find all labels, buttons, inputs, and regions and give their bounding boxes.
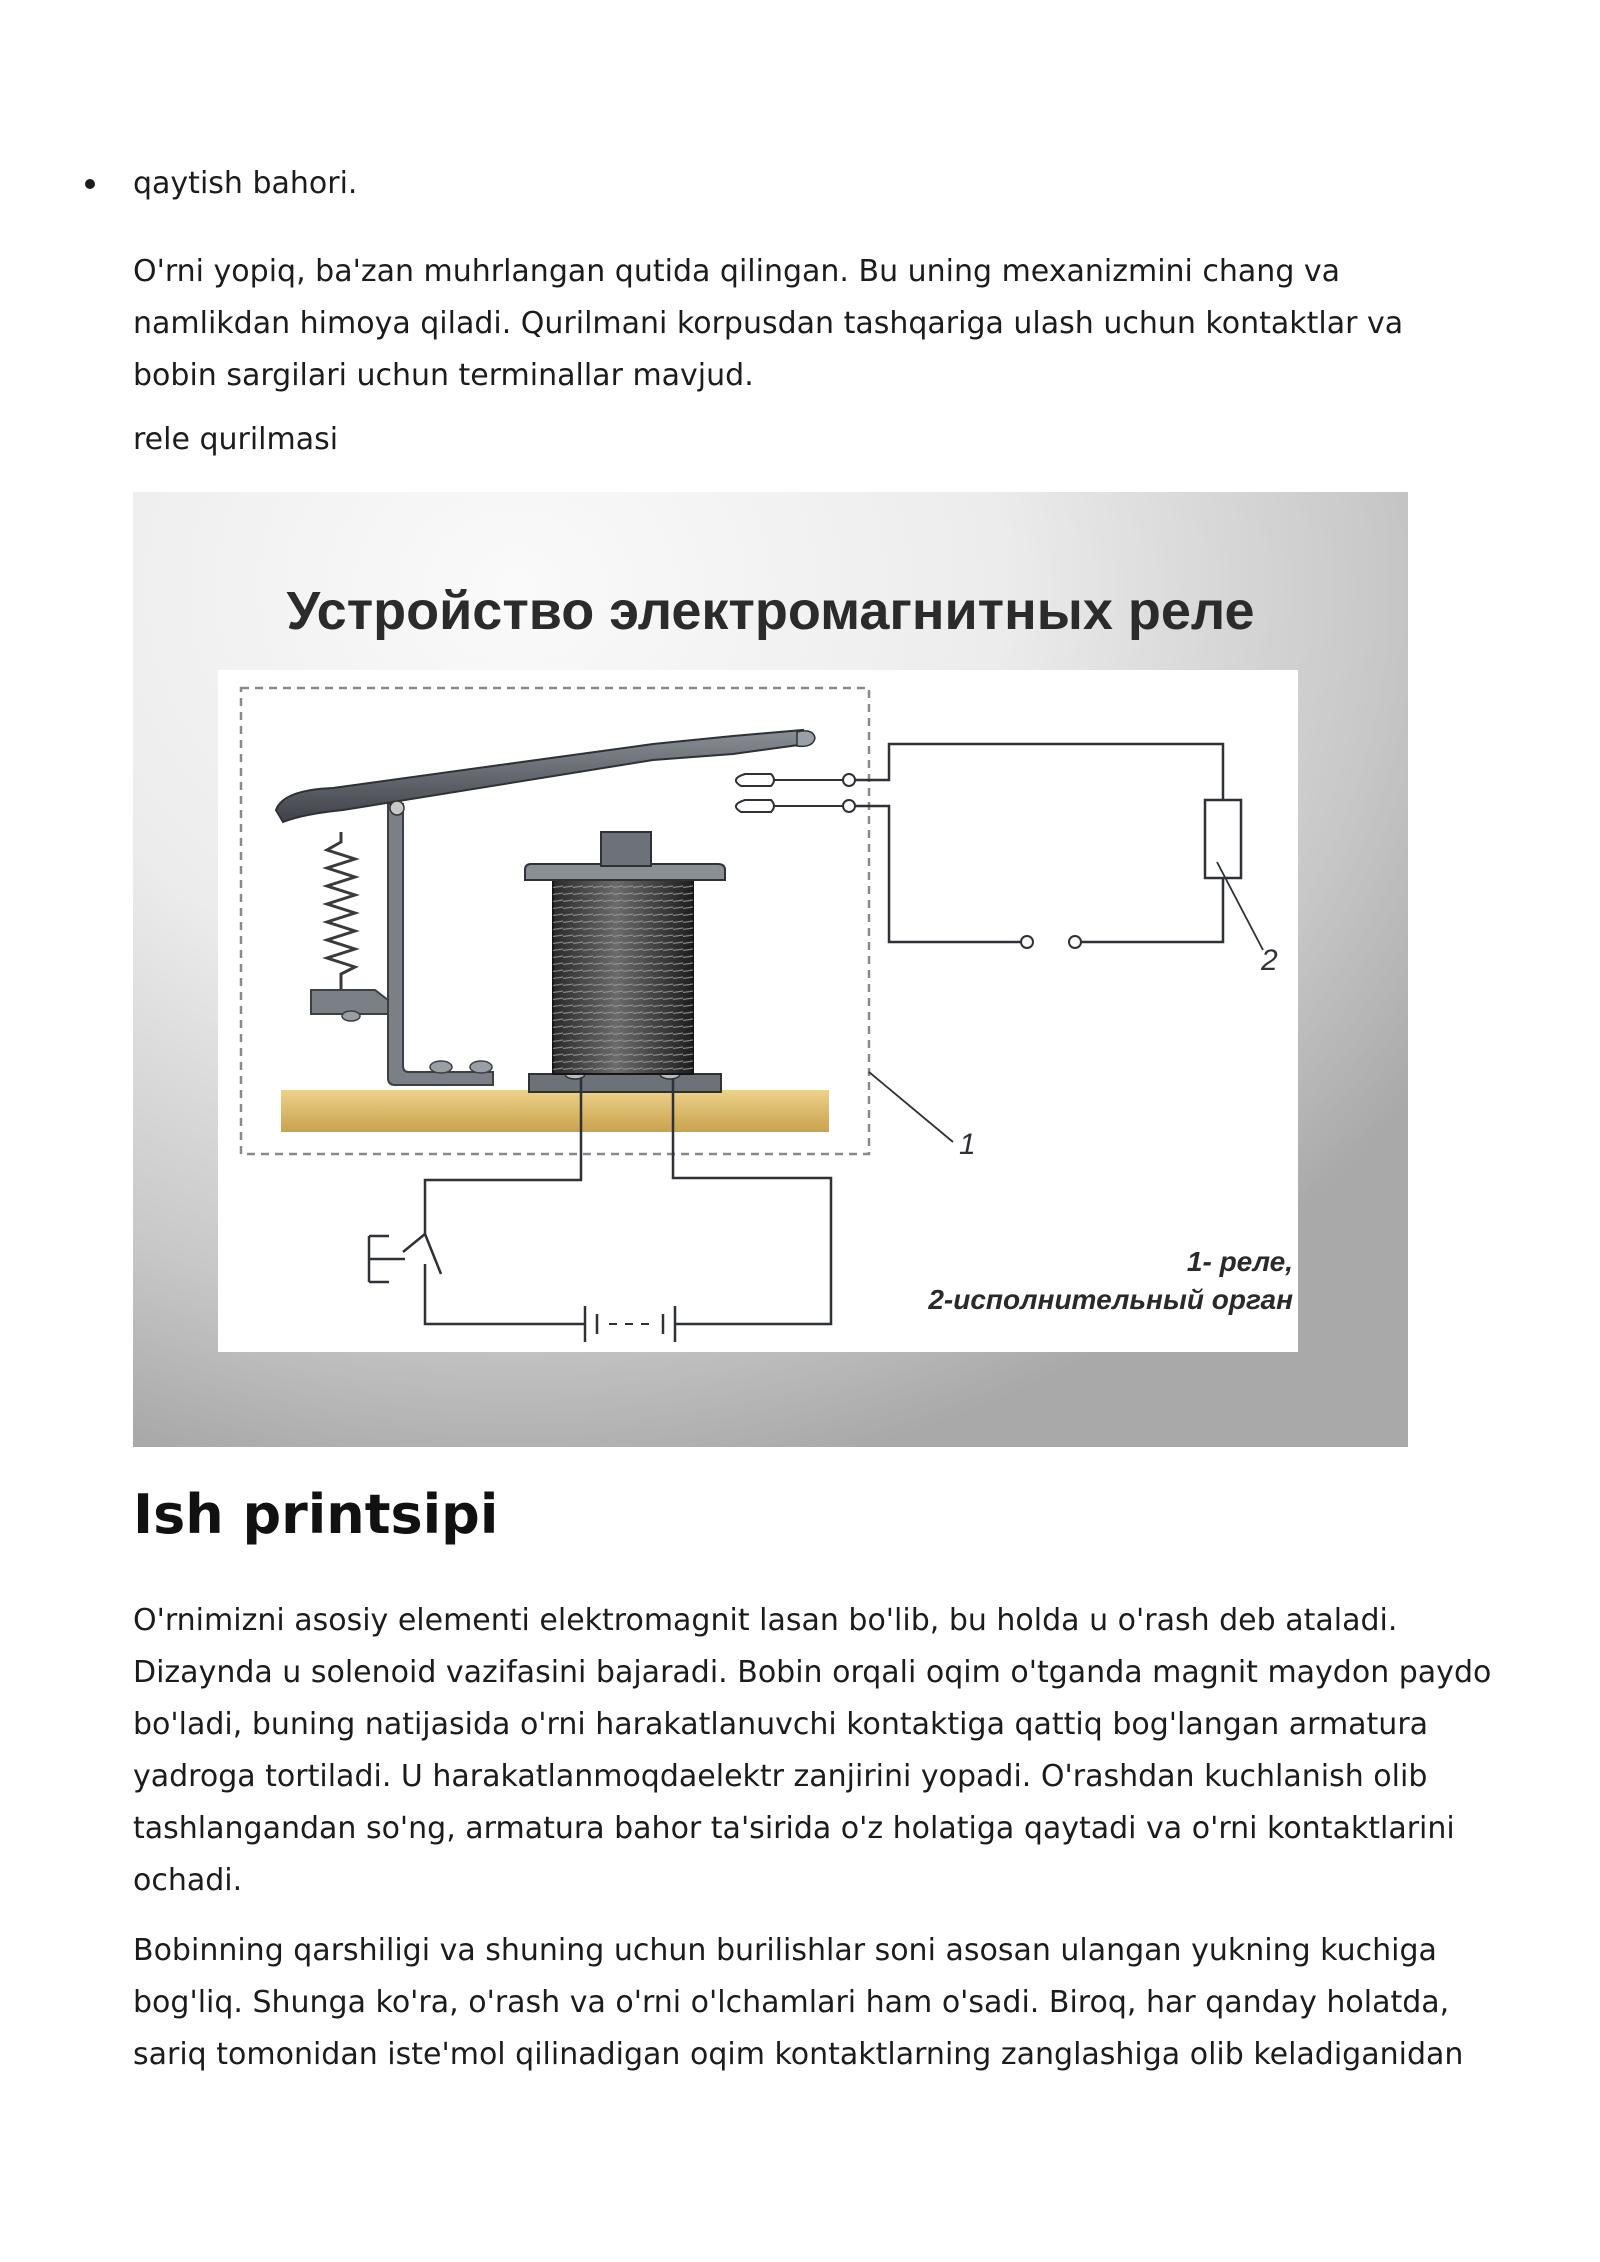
legend-line-1: 1- реле, — [1186, 1246, 1293, 1277]
fixed-contact-lower — [736, 800, 774, 812]
moving-contact — [797, 731, 815, 746]
screw-icon — [470, 1061, 492, 1073]
fixed-contact-upper — [736, 774, 774, 786]
section-paragraph-1: O'rnimizni asosiy elementi elektromagnit lasan bo'lib, bu holda u o'rash deb ataladi. Dizaynda u solenoid vazifasini bajaradi. Bobin orqali oqim o'tganda magnit maydon paydo bo'ladi, buning natijasida o'rni harakatlanuvchi kontaktiga qattiq bog'langan armatura yadroga tortiladi. U harakatlanmoqdaelektr zanjirini yopadi. O'rashdan kuchlanish olib tashlangandan so'ng, armatura bahor ta'sirida o'z holatiga qaytadi va o'rni kontaktlarini ochadi. — [133, 1603, 1492, 1898]
terminal-icon — [843, 774, 855, 786]
figure-title: Устройство электромагнитных реле — [286, 581, 1255, 641]
bullet-text: qaytish bahori. — [133, 166, 358, 201]
switch-terminal-icon — [1069, 936, 1081, 948]
pivot-icon — [390, 801, 404, 815]
relay-diagram-figure — [133, 492, 1408, 1447]
actuator-resistor — [1205, 800, 1241, 878]
bullet-icon — [85, 179, 95, 189]
screw-icon — [342, 1011, 360, 1021]
image-caption: rele qurilmasi — [133, 422, 339, 457]
switch-terminal-icon — [1021, 936, 1033, 948]
bullet-list-item — [80, 162, 1480, 206]
wooden-base — [281, 1090, 829, 1132]
legend-line-2: 2-исполнительный орган — [928, 1284, 1293, 1315]
section-heading: Ish printsipi — [133, 1483, 499, 1546]
coil-bottom-flange — [529, 1074, 721, 1092]
label-1: 1 — [959, 1128, 976, 1161]
terminal-icon — [843, 800, 855, 812]
label-2: 2 — [1261, 944, 1278, 977]
intro-paragraph: O'rni yopiq, ba'zan muhrlangan qutida qilingan. Bu uning mexanizmini chang va namlikdan himoya qiladi. Qurilmani korpusdan tashqariga ulash uchun kontaktlar va bobin sargilari uchun terminallar mavjud. — [133, 254, 1404, 393]
screw-icon — [430, 1061, 452, 1073]
iron-core — [601, 832, 651, 866]
section-paragraph-2: Bobinning qarshiligi va shuning uchun burilishlar soni asosan ulangan yukning kuchiga bog'liq. Shunga ko'ra, o'rash va o'rni o'lchamlari ham o'sadi. Biroq, har qanday holatda, sariq tomonidan iste'mol qilinadigan oqim kontaktlarning zanglashiga olib keladiganidan — [133, 1933, 1464, 2072]
